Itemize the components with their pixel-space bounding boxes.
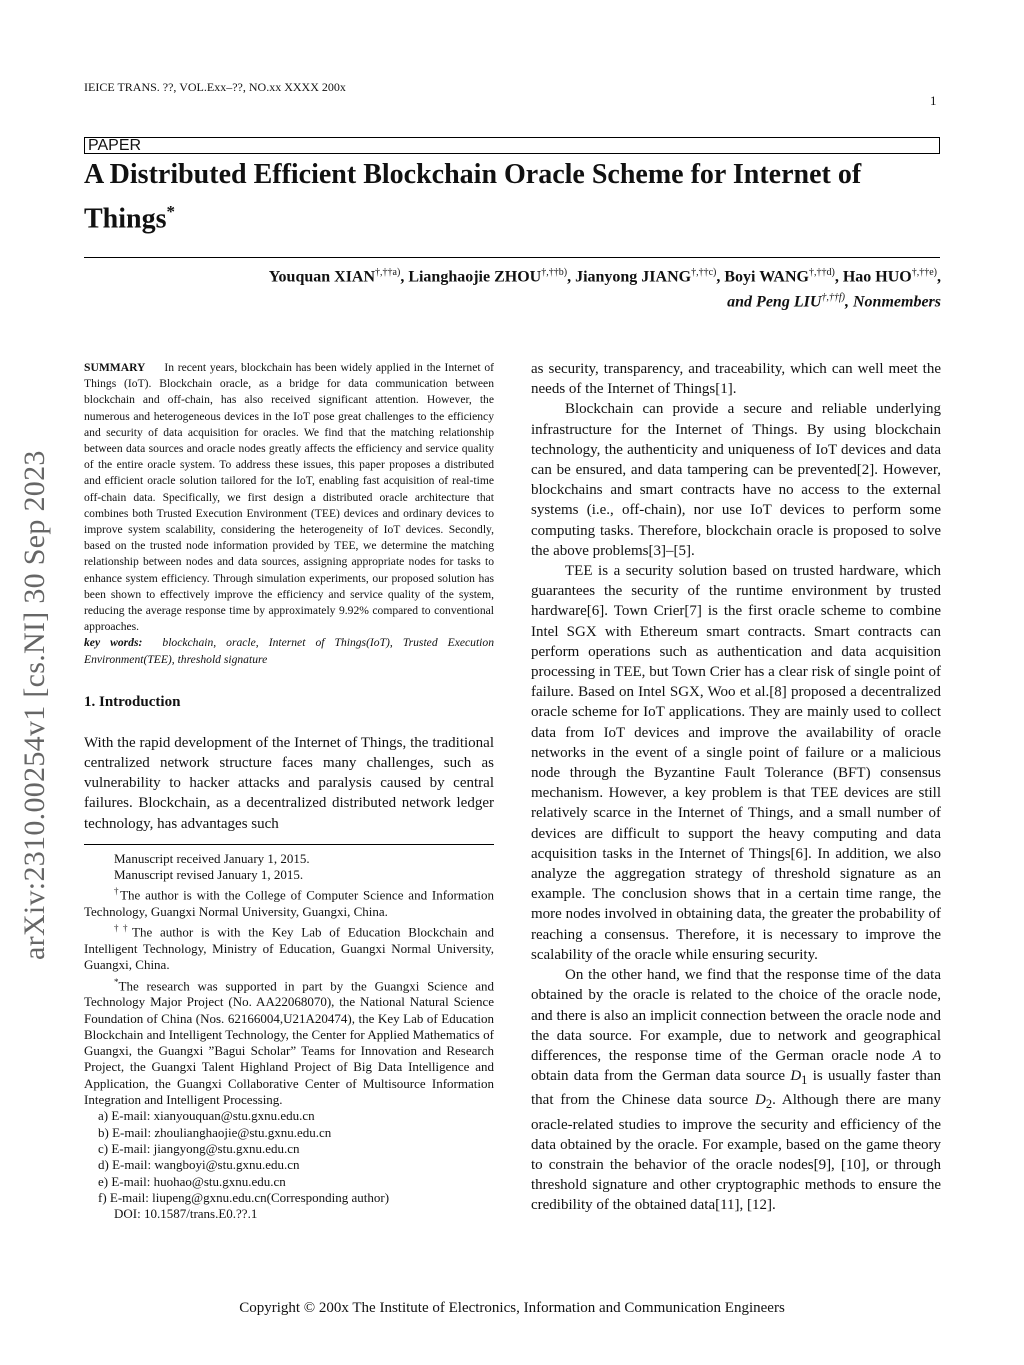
footnote-rule — [84, 844, 494, 845]
dagger-mark: † — [114, 886, 121, 897]
author-affiliation-mark: †,††b) — [541, 267, 568, 278]
author-separator: , — [716, 268, 725, 286]
page-number: 1 — [930, 93, 937, 108]
email-line: d) E-mail: wangboyi@stu.gxnu.edu.cn — [98, 1157, 300, 1173]
author-affiliation-mark: †,††c) — [691, 267, 717, 278]
footnotes — [84, 851, 494, 1223]
math-d2-subscript: 2 — [765, 1097, 773, 1112]
abstract — [84, 360, 494, 635]
author-line-2 — [120, 287, 941, 312]
keywords — [84, 635, 494, 667]
math-node-a: A — [912, 1047, 922, 1064]
title-rule — [84, 257, 940, 258]
title-text: A Distributed Efficient Blockchain Oracle Scheme for Internet of Things — [84, 159, 862, 235]
author-name: Hao HUO — [842, 268, 912, 286]
author-affiliation-mark: †,††e) — [911, 267, 937, 278]
email-line: b) E-mail: zhoulianghaojie@stu.gxnu.edu.cn — [98, 1124, 332, 1140]
footnote-funding — [84, 974, 494, 1109]
intro-paragraph-4: TEE is a security solution based on trusted hardware, which guarantees the security of the runtime environment by trusted hardware[6]. Town Crier[7] is the first oracle scheme to combine Intel SGX with Ethereum smart contracts. Smart contracts can perform operations such as authentication and data acquisition processing in TEE, but Town Crier has a clear risk of single point of failure. Based on Intel SGX, Woo et al.[8] proposed a decentralized oracle scheme for IoT applications. They are mainly used to collect data from IoT devices and improve the availability of oracle networks in the event of a single point of failure or a malicious node through the Byzantine Fault Tolerance (BFT) consensus mechanism. However, a key problem is that TEE devices are still relatively scarce in the Internet of Things, and a small number of devices are difficult to support the heavy computing and data acquisition tasks in the Internet of Things[6]. In addition, we also analyze the aggregation strategy of threshold signature as an example. The conclusion shows that in a certain time range, the more nodes involved in obtaining data, the greater the probability of reaching a consensus. Therefore, it is necessary to improve the scalability of the oracle while ensuring security. — [531, 563, 941, 963]
email-line: f) E-mail: liupeng@gxnu.edu.cn(Corresponding author) — [98, 1189, 390, 1205]
copyright-footer: Copyright © 200x The Institute of Electronics, Information and Communication Engineers — [239, 1300, 785, 1316]
paragraph-text: to obtain data from the German data source — [531, 1047, 942, 1085]
double-dagger-mark: †† — [114, 923, 133, 934]
math-d2: D — [754, 1092, 766, 1109]
email-line: a) E-mail: xianyouquan@stu.gxnu.edu.cn — [98, 1108, 315, 1124]
section-heading-introduction: 1. Introduction — [84, 693, 181, 710]
author-affiliation-mark: †,††d) — [808, 267, 835, 278]
author-affiliation-mark: †,††a) — [375, 267, 401, 278]
intro-paragraph-1: With the rapid development of the Internet of Things, the traditional centralized network structure faces many challenges, such as vulnerability to hacker attacks and paralysis caused by central failures. Blockchain, as a decentralized distributed network ledger technology, has advantages such — [84, 734, 494, 832]
intro-paragraph-5 — [531, 965, 941, 1215]
paragraph-text: . Although there are many oracle-related studies to improve the security and efficiency of the data obtained by the oracle. For example, based on the game theory to constrain the behavior of the oracle nodes[9], [10], or through threshold signature and other cryptographic methods to ensure the credibility of the obtained data[11], [12]. — [531, 1092, 941, 1214]
membership-status: , Nonmembers — [845, 293, 941, 311]
abstract-label: SUMMARY — [84, 361, 146, 374]
email-line: e) E-mail: huohao@stu.gxnu.edu.cn — [98, 1173, 286, 1189]
author-name: Jianyong JIANG — [575, 268, 692, 286]
title-footnote-mark: * — [166, 202, 175, 221]
paragraph-text: is usually faster than that from the Chinese data source — [531, 1068, 941, 1109]
author-separator: , — [834, 268, 843, 286]
author-list — [120, 262, 941, 313]
author-separator: , — [400, 268, 409, 286]
keywords-text: blockchain, oracle, Internet of Things(IoT), Trusted Execution Environment(TEE), threshold signature — [84, 636, 494, 666]
author-separator: , — [937, 268, 941, 286]
author-name: Boyi WANG — [724, 268, 809, 286]
asterisk-mark: * — [114, 976, 119, 987]
doi-line: DOI: 10.1587/trans.E0.??.1 — [114, 1206, 258, 1222]
author-name: Lianghaojie ZHOU — [408, 268, 542, 286]
author-affiliation-mark: †,††f) — [821, 292, 845, 304]
intro-paragraph-2: as security, transparency, and traceability, which can well meet the needs of the Internet of Things[1]. — [531, 361, 941, 398]
paragraph-text: On the other hand, we find that the response time of the data obtained by the oracle is related to the choice of the oracle node, and there is also an implicit connection between the oracle node and the data source. For example, due to network and geographical differences, the response time of the German oracle node — [531, 967, 941, 1064]
footnote-affiliation-1 — [84, 883, 494, 920]
footnote-affiliation-2-text: The author is with the Key Lab of Education Blockchain and Intelligent Technology, Ministry of Education, Guangxi Normal University, Guangxi, China. — [84, 924, 495, 973]
arxiv-identifier: arXiv:2310.00254v1 [cs.NI] 30 Sep 2023 — [18, 450, 51, 960]
footnote-funding-text: The research was supported in part by the Guangxi Science and Technology Major Project (No. AA22068070), the National Natural Science Foundation of China (Nos. 62166004,U21A20474), the Key Lab of Education Blockchain and Intelligent Technology, the Center for Applied Mathematics of Guangxi, the Guangxi ”Bagui Scholar” Teams for Innovation and Research Project, the Guangxi Talent Highland Project of Big Data Intelligence and Application, the Guangxi Collaborative Center of Multisource Information Integration and Intelligent Processing. — [84, 977, 494, 1108]
author-line-1 — [120, 262, 941, 287]
paper-type-label: PAPER — [84, 137, 940, 154]
email-line: c) E-mail: jiangyong@stu.gxnu.edu.cn — [98, 1140, 300, 1156]
footnote-revised: Manuscript revised January 1, 2015. — [114, 867, 304, 883]
left-column — [84, 360, 494, 1222]
footnote-affiliation-1-text: The author is with the College of Computer Science and Information Technology, Guangxi Normal University, Guangxi, China. — [84, 887, 494, 920]
intro-paragraph-3: Blockchain can provide a secure and reliable underlying infrastructure for the Internet of Things. By using blockchain technology, the authenticity and uniqueness of IoT devices and data can be ensured, and data tampering can be prevented[2]. However, blockchains and smart contracts have no access to the external systems (i.e., off-chain), nor use IoT devices to perform some computing tasks. Therefore, blockchain oracle is proposed to solve the above problems[3]–[5]. — [531, 401, 941, 559]
right-column — [531, 359, 941, 1216]
math-d1-subscript: 1 — [801, 1073, 808, 1088]
author-name: and Peng LIU — [727, 293, 822, 311]
journal-header: IEICE TRANS. ??, VOL.Exx–??, NO.xx XXXX 200x — [84, 80, 346, 94]
footnote-received: Manuscript received January 1, 2015. — [114, 850, 310, 866]
abstract-text: In recent years, blockchain has been widely applied in the Internet of Things (IoT). Blockchain oracle, as a bridge for data communication between blockchain and off-chain, has also received significant attention. However, the numerous and heterogeneous devices in the IoT pose great challenges to the efficiency and security of data acquisition for oracles. We find that the matching relationship between data sources and oracle nodes greatly affects the efficiency and service quality of the entire oracle system. To address these issues, this paper proposes a distributed and efficient oracle solution tailored for the IoT, enabling fast acquisition of real-time off-chain data. Specifically, we first design a distributed oracle architecture that combines both Trusted Execution Environment (TEE) devices and ordinary devices to improve system scalability, considering the heterogeneity of IoT devices. Secondly, based on the trusted node information provided by TEE, we determine the matching relationship between nodes and data sources, assigning appropriate nodes for tasks to enhance system efficiency. Through simulation experiments, our proposed solution has been shown to effectively improve the efficiency and service quality of the system, reducing the average response time by approximately 9.92% compared to conventional approaches. — [84, 361, 494, 634]
author-separator: , — [567, 268, 576, 286]
footnote-affiliation-2 — [84, 920, 494, 973]
paper-title — [84, 156, 944, 237]
keywords-label: key words: — [84, 636, 143, 650]
math-d1: D — [790, 1068, 802, 1085]
author-name: Youquan XIAN — [268, 268, 376, 286]
